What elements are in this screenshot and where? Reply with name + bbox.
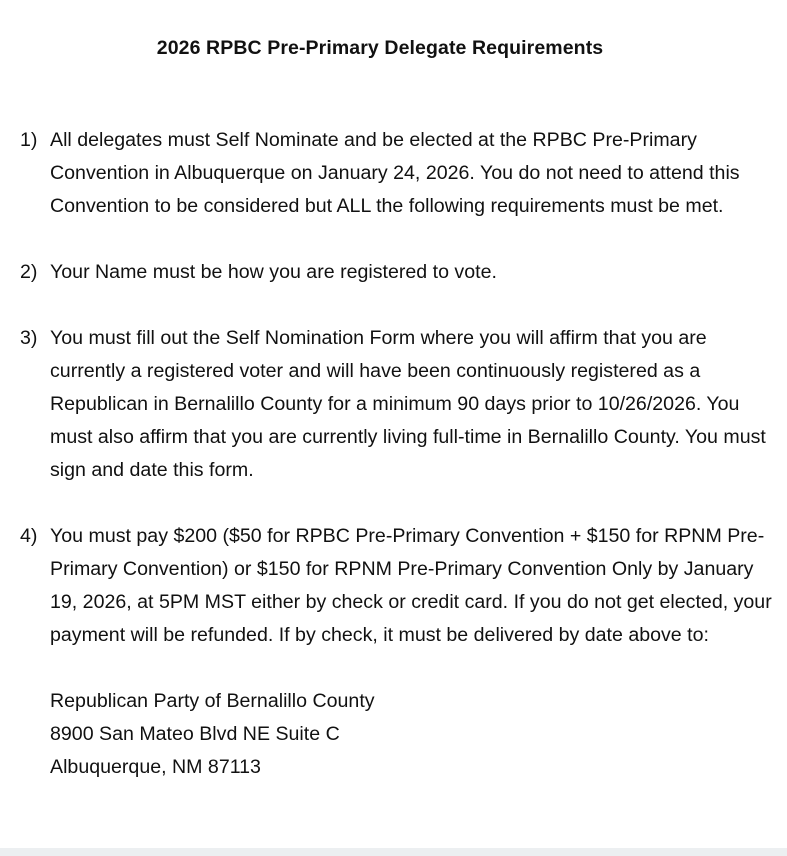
address-line-street: 8900 San Mateo Blvd NE Suite C (50, 723, 340, 745)
list-item-text: All delegates must Self Nominate and be elected at the RPBC Pre-Primary Convention in Albuquerque on January 24, 2026. You do not need to attend this Convention to be considered but ALL the following requirements must be met. (50, 129, 740, 217)
list-item-text: You must pay $200 ($50 for RPBC Pre-Primary Convention + $150 for RPNM Pre-Primary Convention) or $150 for RPNM Pre-Primary Convention Only by January 19, 2026, at 5PM MST either by check or credit card. If you do not get elected, your payment will be refunded. If by check, it must be delivered by date above to: (50, 525, 772, 646)
list-item (20, 124, 772, 223)
requirements-list (20, 124, 772, 817)
list-item (20, 256, 772, 289)
list-item-text: You must fill out the Self Nomination Form where you will affirm that you are currently a registered voter and will have been continuously registered as a Republican in Bernalillo County for a minimum 90 days prior to 10/26/2026. You must also affirm that you are currently living full-time in Bernalillo County. You must sign and date this form. (50, 327, 766, 481)
mailing-address (50, 685, 772, 784)
list-item-number: 1) (20, 129, 38, 151)
list-item (20, 520, 772, 784)
list-item (20, 322, 772, 487)
address-line-organization: Republican Party of Bernalillo County (50, 690, 375, 712)
viewer-bottom-edge (0, 848, 787, 856)
list-item-text: Your Name must be how you are registered to vote. (50, 261, 497, 283)
list-item-number: 4) (20, 525, 38, 547)
list-item-body (50, 520, 772, 784)
list-item-number: 2) (20, 261, 38, 283)
address-line-city: Albuquerque, NM 87113 (50, 756, 261, 778)
page-title: 2026 RPBC Pre-Primary Delegate Requirements (156, 37, 604, 59)
list-item-number: 3) (20, 327, 38, 349)
